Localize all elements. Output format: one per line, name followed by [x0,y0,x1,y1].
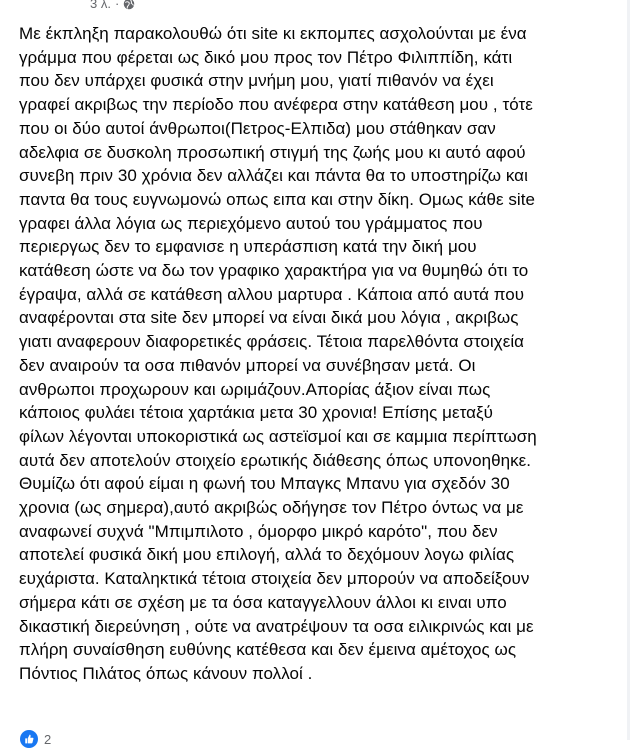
post-timestamp[interactable]: 3 λ. [90,0,111,11]
post-meta [90,0,135,11]
reaction-count[interactable]: 2 [44,731,52,747]
post-text: Με έκπληξη παρακολουθώ ότι site κι εκπομπες ασχολούνται με ένα γράμμα που φέρεται ως δικό μου προς τον Πέτρο Φιλιππίδη, κάτι που δεν υπάρχει φυσικά στην μνήμη μου, γιατί πιθανόν να έχει γραφεί ακριβως την περίοδο που ανέφερα στην κατάθεση μου , τότε που οι δύο αυτοί άνθρωποι(Πετρος-Ελπιδα) μου στάθηκαν σαν αδελφια σε δυσκολη προσωπική στιγμή της ζωής μου κι αυτό αφού συνεβη πριν 30 χρόνια δεν αλλάζει και πάντα θα το υποστηρίζω και παντα θα τους ευγνωμονώ οπως ειπα και στην δίκη. Ομως κάθε site γραφει άλλα λόγια ως περιεχόμενο αυτού του γράμματος που περιεργως δεν το εμφανισε η υπεράσπιση κατά την δική μου κατάθεση ώστε να δω τον γραφικο χαρακτήρα για να θυμηθώ ότι το έγραψα, αλλά σε κατάθεση αλλου μαρτυρα . Κάποια από αυτά που αναφέρονται στα site δεν μπορεί να είναι δικά μου λόγια , ακριβως γιατι αναφερουν διαφορετικές φράσεις. Τέτοια παρελθόντα στοιχεία δεν αναιρούν τα οσα πιθανόν μπορεί να συνέβησαν μετά. Οι ανθρωποι προχωρουν και ωριμάζουν.Απορίας άξιον είναι πως κάποιος φυλάει τέτοια χαρτάκια μετα 30 χρονια! Επίσης μεταξύ φίλων λέγονται υποκοριστικά ως αστεϊσμοί και σε καμμια περίπτωση αυτά δεν αποτελούν στοιχείο ερωτικής διάθεσης όπως υπονοηθηκε. Θυμίζω ότι αφού είμαι η φωνή του Μπαγκς Μπανυ για σχεδόν 30 χρονια (ως σημερα),αυτό ακριβώς οδήγησε τον Πέτρο όντως να με αναφωνεί συχνά "Μπιμπιλοτο , όμορφο μικρό καρότο", που δεν αποτελεί φυσικά δική μου επιλογή, αλλά το δεχόμουν λογω φιλίας ευχάριστα. Καταληκτικά τέτοια στοιχεία δεν μπορούν να αποδείξουν σήμερα κάτι σε σχέση με τα όσα καταγγελλουν άλλοι κι ειναι υπο δικαστική διερεύνηση , ούτε να ανατρέψουν τα οσα ειλικρινώς και με πλήρη συναίσθηση ευθύνης κατέθεσα και δεν έμεινα αμέτοχος ως Πόντιος Πιλάτος όπως κάνουν πολλοί . [19,24,537,683]
meta-separator: · [114,0,120,11]
like-icon [20,730,38,748]
globe-icon[interactable] [123,0,135,10]
reactions-summary[interactable] [20,730,51,748]
